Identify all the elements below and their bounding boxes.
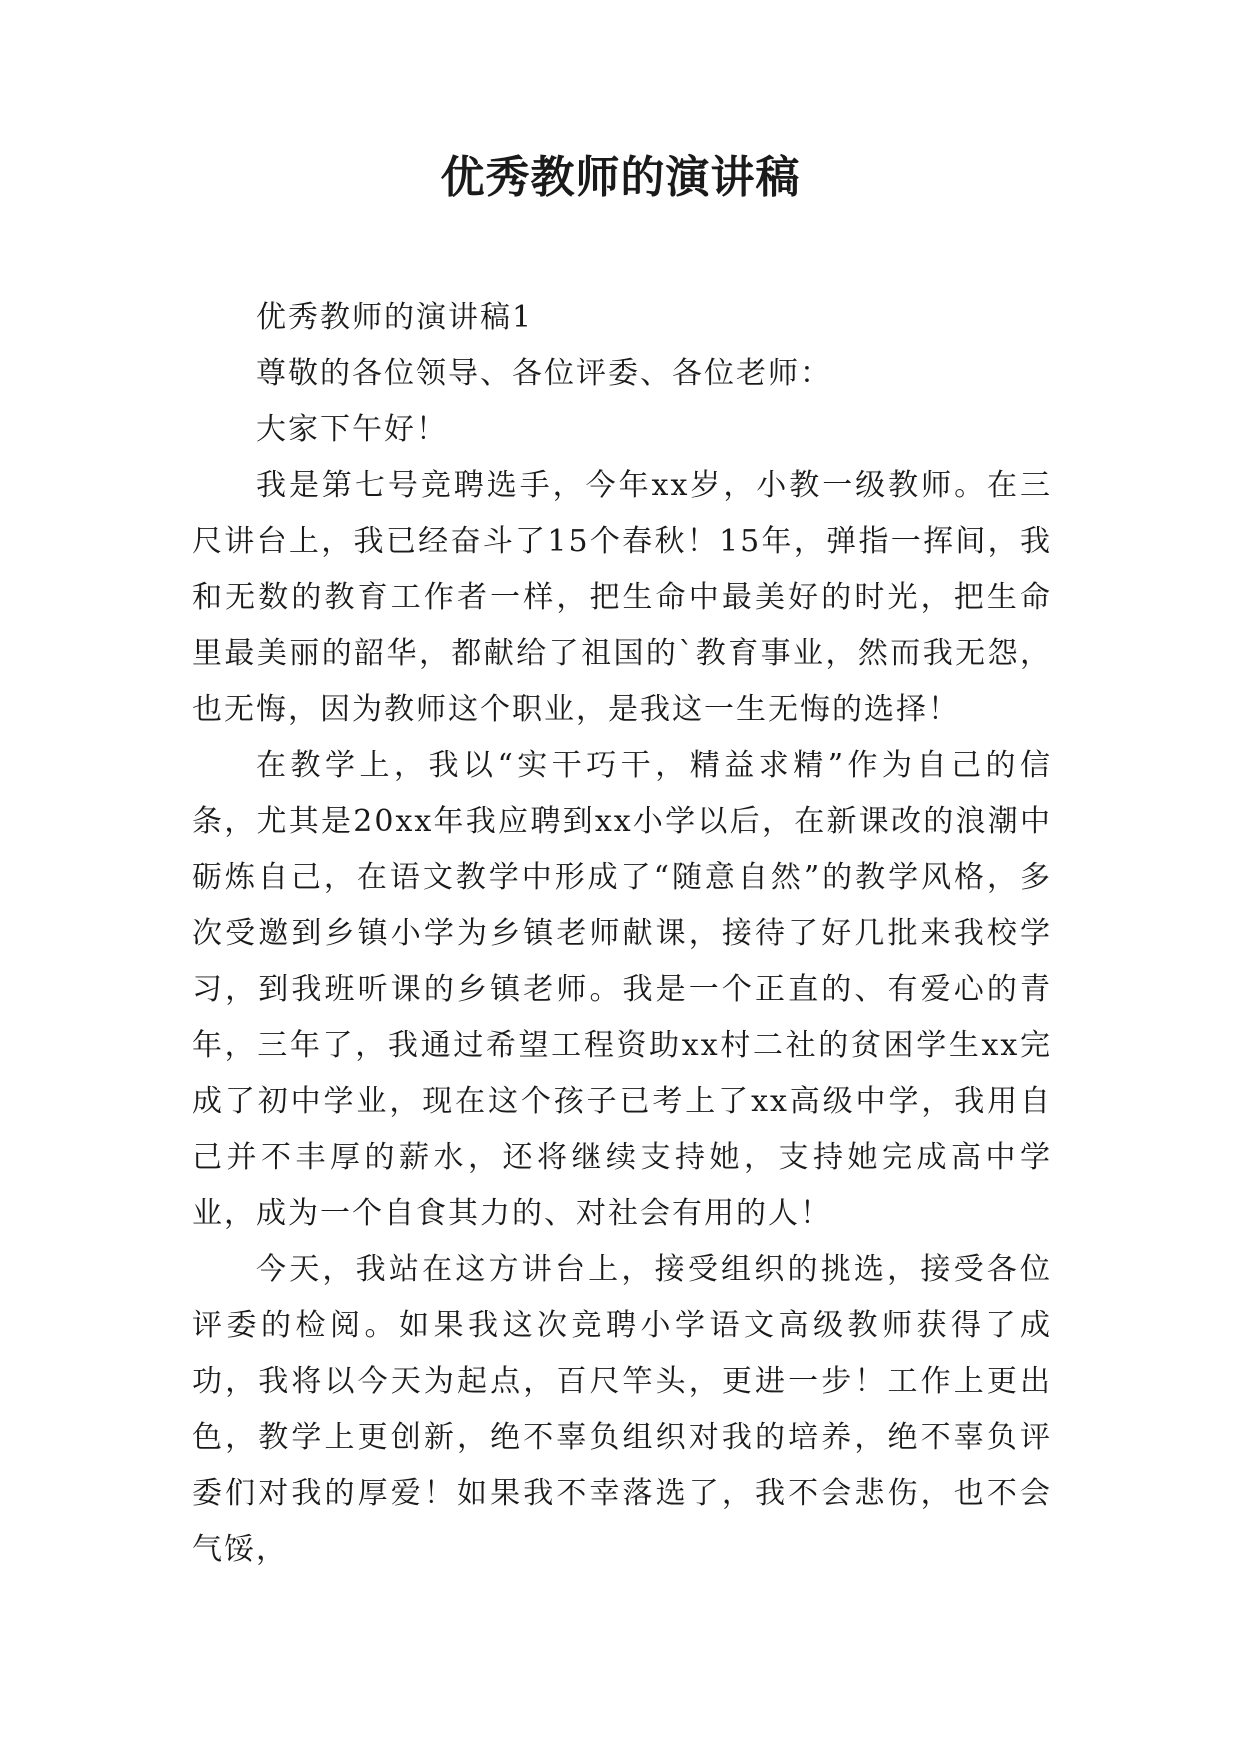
- document-title: 优秀教师的演讲稿: [440, 152, 801, 203]
- document-body: [192, 290, 1052, 1578]
- paragraph-teaching: 在教学上，我以“实干巧干，精益求精”作为自己的信条，尤其是20xx年我应聘到xx小学以后，在新课改的浪潮中砺炼自己，在语文教学中形成了“随意自然”的教学风格，多次受邀到乡镇小学为乡镇老师献课，接待了好几批来我校学习，到我班听课的乡镇老师。我是一个正直的、有爱心的青年，三年了，我通过希望工程资助xx村二社的贫困学生xx完成了初中学业，现在这个孩子已考上了xx高级中学，我用自己并不丰厚的薪水，还将继续支持她，支持她完成高中学业，成为一个自食其力的、对社会有用的人！: [192, 748, 1052, 1231]
- paragraph-introduction: 我是第七号竞聘选手，今年xx岁，小教一级教师。在三尺讲台上，我已经奋斗了15个春秋！15年，弹指一挥间，我和无数的教育工作者一样，把生命中最美好的时光，把生命里最美丽的韶华，都献给了祖国的`教育事业，然而我无怨，也无悔，因为教师这个职业，是我这一生无悔的选择！: [192, 468, 1052, 727]
- greeting: 大家下午好！: [256, 412, 448, 447]
- speech-heading: 优秀教师的演讲稿1: [256, 300, 534, 335]
- salutation: 尊敬的各位领导、各位评委、各位老师：: [256, 356, 832, 391]
- paragraph-today: 今天，我站在这方讲台上，接受组织的挑选，接受各位评委的检阅。如果我这次竞聘小学语文高级教师获得了成功，我将以今天为起点，百尺竿头，更进一步！工作上更出色，教学上更创新，绝不辜负组织对我的培养，绝不辜负评委们对我的厚爱！如果我不幸落选了，我不会悲伤，也不会气馁，: [192, 1252, 1052, 1567]
